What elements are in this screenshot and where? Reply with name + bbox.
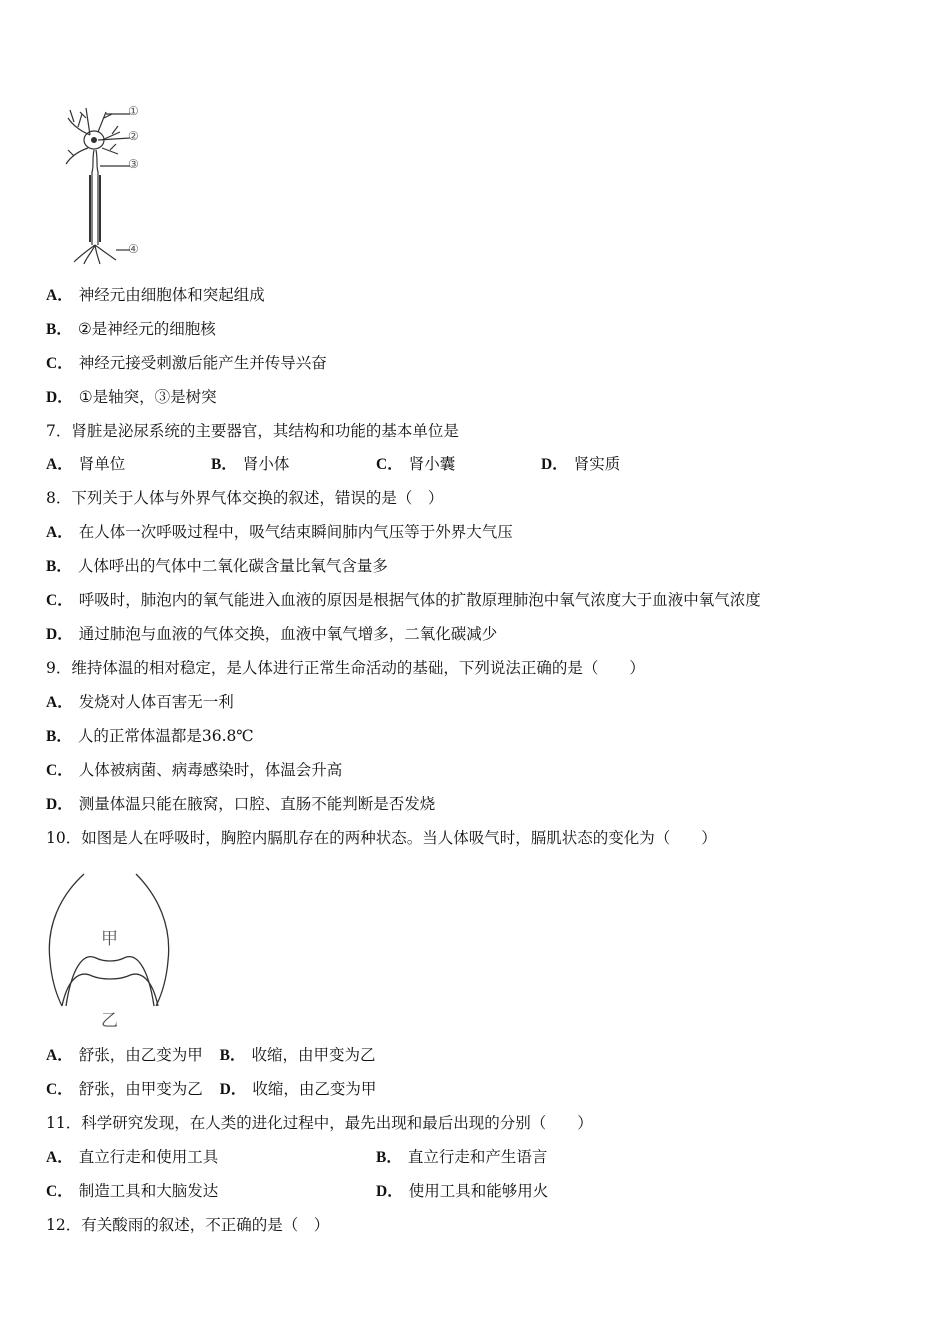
q8-option-c: C． 呼吸时，肺泡内的氧气能进入血液的原因是根据气体的扩散原理肺泡中氧气浓度大于血液中氧气浓度 [46,591,761,609]
q6-option-d: D． ①是轴突，③是树突 [46,388,217,406]
q10-option-a: A． 舒张，由乙变为甲 [46,1046,203,1064]
q6-option-a: A． 神经元由细胞体和突起组成 [46,286,265,304]
label-3: ③ [128,157,139,171]
label-1: ① [128,104,139,118]
neuron-figure [60,100,170,268]
q7-option-b: B． 肾小体 [211,455,290,473]
q7-option-c: C． 肾小囊 [376,455,456,473]
label-2: ② [128,129,139,143]
diaphragm-label-jia: 甲 [101,929,118,949]
q7-option-d: D． 肾实质 [541,455,621,473]
q10-options-row2 [46,1079,376,1100]
q10-stem: 10．如图是人在呼吸时，胸腔内膈肌存在的两种状态。当人体吸气时，膈肌状态的变化为（ ） [46,829,717,847]
q8-option-a: A． 在人体一次呼吸过程中，吸气结束瞬间肺内气压等于外界大气压 [46,523,513,541]
diaphragm-label-yi: 乙 [101,1011,118,1031]
q9-option-b: B． 人的正常体温都是36.8℃ [46,727,254,745]
q9-option-c: C． 人体被病菌、病毒感染时，体温会升高 [46,761,343,779]
q6-option-b: B． ②是神经元的细胞核 [46,320,216,338]
q11-option-d: D． 使用工具和能够用火 [376,1182,549,1200]
q11-options-row1 [46,1147,706,1168]
q8-option-b: B． 人体呼出的气体中二氧化碳含量比氧气含量多 [46,557,388,575]
q9-stem: 9．维持体温的相对稳定，是人体进行正常生命活动的基础，下列说法正确的是（ ） [46,659,645,677]
q8-stem: 8．下列关于人体与外界气体交换的叙述，错误的是（ ） [46,489,444,507]
q7-option-a: A． 肾单位 [46,455,126,473]
q11-stem: 11．科学研究发现，在人类的进化过程中，最先出现和最后出现的分别（ ） [46,1114,593,1132]
q9-option-a: A． 发烧对人体百害无一利 [46,693,234,711]
q8-option-d: D． 通过肺泡与血液的气体交换，血液中氧气增多，二氧化碳减少 [46,625,498,643]
q10-option-c: C． 舒张，由甲变为乙 [46,1080,203,1098]
q6-option-c: C． 神经元接受刺激后能产生并传导兴奋 [46,354,327,372]
q12-stem: 12．有关酸雨的叙述，不正确的是（ ） [46,1216,330,1234]
q9-option-d: D． 测量体温只能在腋窝，口腔、直肠不能判断是否发烧 [46,795,436,813]
q11-option-a: A． 直立行走和使用工具 [46,1148,219,1166]
neuron-diagram [60,100,170,268]
q11-options-row2 [46,1181,706,1202]
q10-option-d: D． 收缩，由乙变为甲 [219,1080,377,1098]
label-4: ④ [128,242,139,256]
q10-option-b: B． 收缩，由甲变为乙 [219,1046,376,1064]
q7-stem: 7．肾脏是泌尿系统的主要器官，其结构和功能的基本单位是 [46,422,459,440]
q10-options-row1 [46,1045,376,1066]
q11-option-c: C． 制造工具和大脑发达 [46,1182,219,1200]
q7-options [46,454,706,475]
q11-option-b: B． 直立行走和产生语言 [376,1148,548,1166]
diaphragm-figure [40,866,180,1031]
nucleus-mark [91,137,97,143]
